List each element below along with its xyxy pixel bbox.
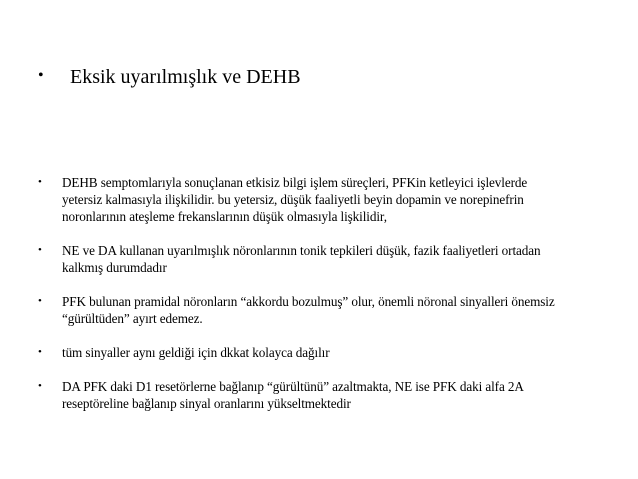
bullet-icon: • (38, 380, 42, 392)
bullet-icon: • (38, 244, 42, 256)
bullet-item-5 (38, 378, 598, 412)
title-bullet-icon: • (38, 67, 44, 84)
bullet-5-line-2: reseptöreline bağlanıp sinyal oranlarını yükseltmektedir (62, 396, 351, 411)
bullet-icon: • (38, 176, 42, 188)
bullet-1-line-3: noronlarının ateşleme frekanslarının düşük olmasıyla lişkilidir, (62, 209, 387, 224)
bullet-item-4 (38, 344, 598, 361)
slide-title-row (38, 64, 598, 90)
slide-title: Eksik uyarılmışlık ve DEHB (70, 66, 301, 88)
bullet-text-2 (62, 242, 598, 276)
bullet-icon: • (38, 295, 42, 307)
bullet-list (38, 174, 598, 412)
bullet-3-line-1: PFK bulunan pramidal nöronların “akkordu bozulmuş” olur, önemli nöronal sinyalleri önemsiz (62, 294, 555, 309)
bullet-item-1 (38, 174, 598, 225)
bullet-text-1 (62, 174, 598, 225)
bullet-5-line-1: DA PFK daki D1 resetörlerne bağlanıp “gürültünü” azaltmakta, NE ise PFK daki alfa 2A (62, 379, 524, 394)
bullet-3-line-2: “gürültüden” ayırt edemez. (62, 311, 203, 326)
bullet-item-2 (38, 242, 598, 276)
bullet-text-4 (62, 344, 598, 361)
bullet-4-line-1: tüm sinyaller aynı geldiği için dkkat kolayca dağılır (62, 345, 330, 360)
bullet-1-line-2: yetersiz kalmasıyla ilişkilidir. bu yetersiz, düşük faaliyetli beyin dopamin ve norepinefrin (62, 192, 524, 207)
bullet-1-line-1: DEHB semptomlarıyla sonuçlanan etkisiz bilgi işlem süreçleri, PFKin ketleyici işlevlerde (62, 175, 528, 190)
bullet-item-3 (38, 293, 598, 327)
bullet-2-line-2: kalkmış durumdadır (62, 260, 167, 275)
bullet-icon: • (38, 346, 42, 358)
bullet-text-3 (62, 293, 598, 327)
bullet-2-line-1: NE ve DA kullanan uyarılmışlık nöronlarının tonik tepkileri düşük, fazik faaliyetleri ortadan (62, 243, 541, 258)
bullet-text-5 (62, 378, 598, 412)
